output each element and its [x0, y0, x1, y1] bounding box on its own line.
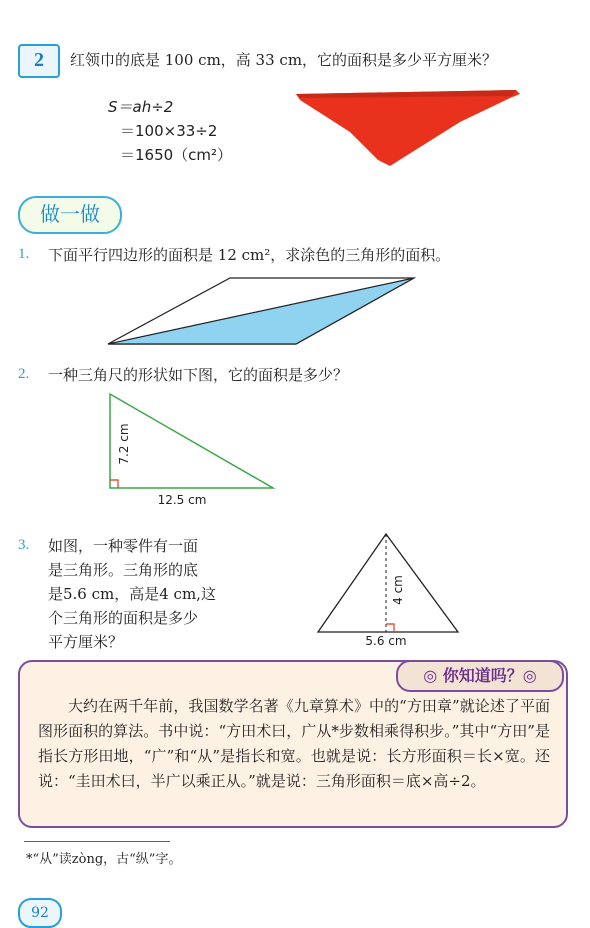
- height-label: 4 cm: [391, 575, 405, 605]
- base-label: 5.6 cm: [365, 634, 407, 648]
- page-number: 92: [18, 898, 62, 928]
- exercise-3-line: 平方厘米？: [48, 633, 124, 651]
- exercise-3-line: 如图，一种零件有一面: [48, 537, 199, 555]
- part-triangle: [318, 534, 458, 632]
- exercise-3-line: 是三角形。三角形的底: [48, 561, 199, 579]
- exercise-2-number: 2.: [18, 366, 30, 382]
- footnote: *“从”读zòng，古“纵”字。: [26, 852, 182, 867]
- exercise-3-number: 3.: [18, 537, 30, 553]
- exercise-2-text: 一种三角尺的形状如下图，它的面积是多少？: [48, 366, 349, 384]
- formula: [108, 95, 232, 167]
- parallelogram-figure: [100, 272, 420, 350]
- base-label: 12.5 cm: [157, 493, 207, 507]
- did-you-know-text: 大约在两千年前，我国数学名著《九章算术》中的“方田章”就论述了平面图形面积的算法。书中说：“方田术曰，广从*步数相乘得积步。”其中“方田”是指长方形田地，“广”和“从”是指长和宽。也就是说：长方形面积＝长×宽。还说：“圭田术曰，半广以乘正从。”就是说：三角形面积＝底×高÷2。: [38, 697, 550, 790]
- exercise-1-text: 下面平行四边形的面积是 12 cm²，求涂色的三角形的面积。: [48, 246, 451, 264]
- green-triangle: [110, 394, 273, 488]
- formula-line-3: ＝1650（cm²）: [120, 146, 233, 164]
- exercise-3-line: 个三角形的面积是多少: [48, 609, 199, 627]
- did-you-know-title: ◎ 你知道吗？◎: [396, 660, 564, 692]
- formula-line-1: S＝ah÷2: [108, 98, 174, 116]
- footnote-divider: [24, 841, 170, 842]
- exercise-1-number: 1.: [18, 246, 30, 262]
- part-triangle-figure: [312, 528, 464, 648]
- formula-line-2: ＝100×33÷2: [120, 122, 218, 140]
- height-label: 7.2 cm: [117, 423, 131, 465]
- right-angle-mark: [386, 624, 394, 632]
- section-title-badge: 做一做: [18, 196, 122, 234]
- right-angle-mark: [110, 480, 118, 488]
- exercise-3-text: [48, 534, 216, 654]
- example-number-badge: 2: [18, 44, 60, 78]
- exercise-3-line: 是5.6 cm，高是4 cm,这: [48, 585, 216, 603]
- set-square-figure: [100, 388, 280, 510]
- example-question: 红领巾的底是 100 cm，高 33 cm，它的面积是多少平方厘米？: [70, 51, 498, 69]
- red-scarf-image: [290, 82, 526, 172]
